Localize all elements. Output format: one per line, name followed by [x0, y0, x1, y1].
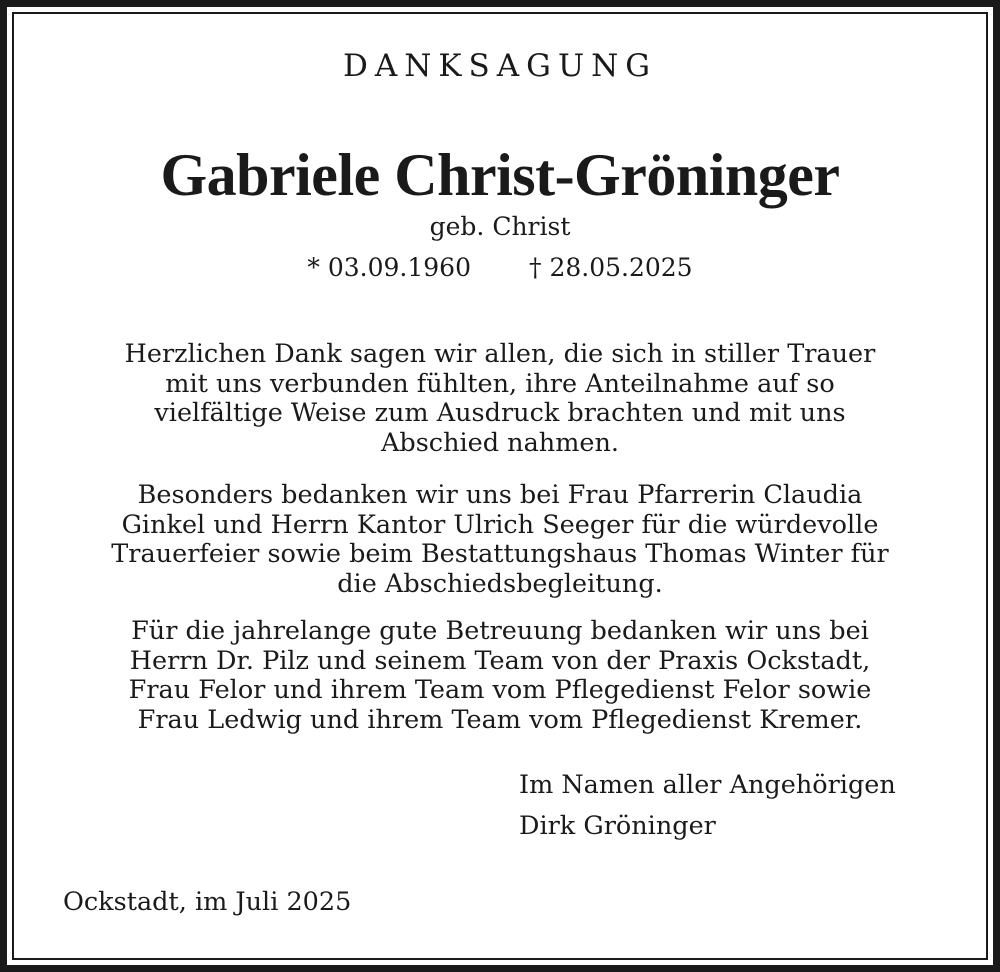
paragraph-line: Herzlichen Dank sagen wir allen, die sich in stiller Trauer: [124, 339, 876, 369]
paragraph-line: Besonders bedanken wir uns bei Frau Pfarrerin Claudia: [137, 480, 863, 510]
paragraph-line: Ginkel und Herrn Kantor Ulrich Seeger für die würdevolle: [121, 509, 879, 540]
paragraph-line: Frau Felor und ihrem Team vom Pflegedienst Felor sowie: [128, 675, 872, 705]
paragraph-line: Herrn Dr. Pilz und seinem Team von der Praxis Ockstadt,: [129, 645, 871, 676]
notice-heading: DANKSAGUNG: [343, 48, 657, 84]
paragraph-line: die Abschiedsbegleitung.: [337, 568, 663, 599]
thanks-paragraph-general: [40, 340, 960, 458]
thanks-paragraph-ceremony: [40, 481, 960, 599]
place-and-date: Ockstadt, im Juli 2025: [63, 887, 352, 917]
death-date: † 28.05.2025: [529, 253, 693, 282]
paragraph-line: vielfältige Weise zum Ausdruck brachten und mit uns: [154, 398, 846, 428]
thanks-paragraph-care: [40, 617, 960, 735]
maiden-name: geb. Christ: [429, 212, 571, 241]
paragraph-line: Frau Ledwig und ihrem Team vom Pflegedienst Kremer.: [137, 704, 863, 735]
paragraph-line: Abschied nahmen.: [380, 427, 620, 458]
signature-line-signer: Dirk Gröninger: [519, 811, 716, 841]
signature-line-relatives: Im Namen aller Angehörigen: [519, 770, 896, 800]
deceased-name: Gabriele Christ-Gröninger: [160, 142, 840, 208]
signature-block: [519, 765, 896, 847]
paragraph-line: Für die jahrelange gute Betreuung bedanken wir uns bei: [131, 616, 869, 646]
paragraph-line: mit uns verbunden fühlten, ihre Anteilnahme auf so: [165, 368, 835, 399]
life-dates: [0, 251, 1000, 285]
birth-date: * 03.09.1960: [307, 253, 471, 282]
paragraph-line: Trauerfeier sowie beim Bestattungshaus Thomas Winter für: [111, 539, 889, 569]
